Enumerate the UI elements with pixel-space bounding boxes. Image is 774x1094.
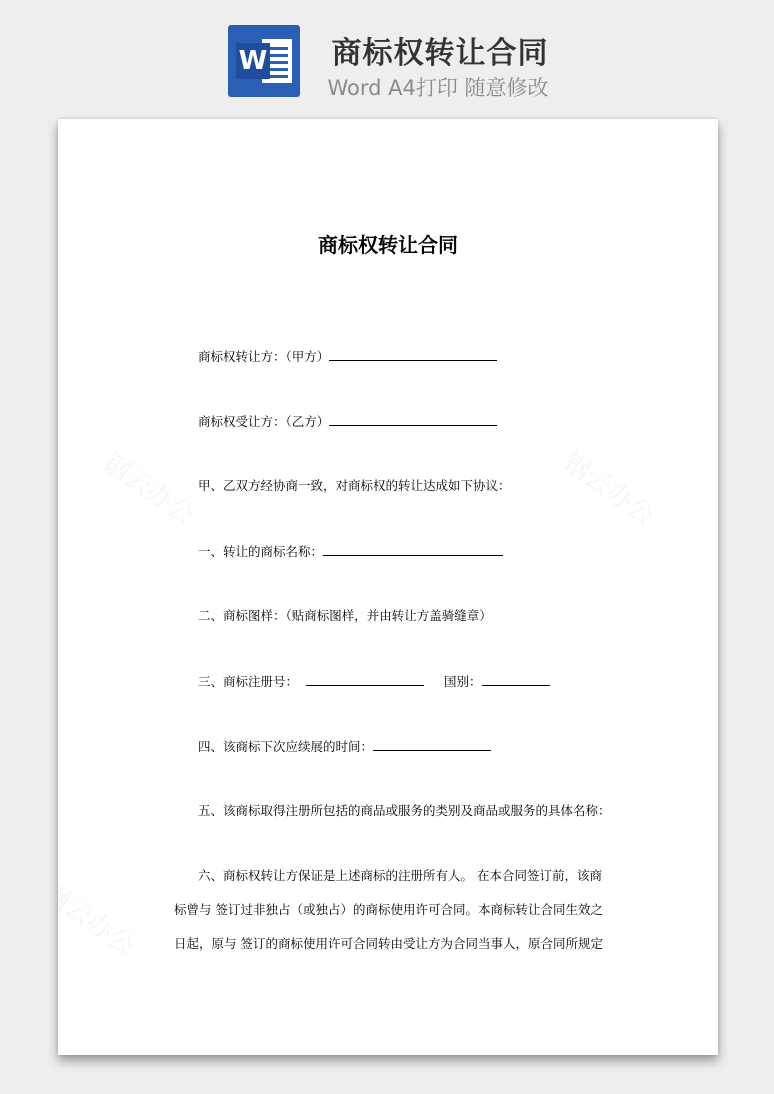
item6-line1: 六、商标权转让方保证是上述商标的注册所有人。 在本合同签订前，该商 — [198, 868, 602, 883]
registration-number-blank[interactable] — [306, 673, 424, 686]
transferor-blank[interactable] — [329, 348, 497, 361]
item4-line — [198, 738, 491, 755]
banner — [0, 0, 774, 110]
item3-line — [198, 673, 550, 690]
item6-line2: 标曾与 签订过非独占（或独占）的商标使用许可合同。本商标转让合同生效之 — [174, 902, 603, 917]
word-letter: W — [236, 43, 270, 79]
item4-label: 四、该商标下次应续展的时间： — [198, 739, 374, 754]
banner-title: 商标权转让合同 — [331, 36, 549, 71]
item3-label: 三、商标注册号： — [198, 674, 299, 689]
item2-text: 二、商标图样：（贴商标图样，并由转让方盖骑缝章） — [198, 608, 492, 623]
document-page — [58, 119, 718, 1055]
item1-line — [198, 543, 503, 560]
item6-line3: 日起，原与 签订的商标使用许可合同转由受让方为合同当事人，原合同所规定 — [174, 936, 603, 951]
trademark-name-blank[interactable] — [323, 543, 503, 556]
document-title: 商标权转让合同 — [318, 233, 458, 257]
intro-text: 甲、乙双方经协商一致，对商标权的转让达成如下协议： — [198, 478, 511, 493]
item1-label: 一、转让的商标名称： — [198, 544, 324, 559]
watermark — [557, 443, 663, 533]
transferee-label: 商标权受让方：（乙方） — [198, 414, 330, 429]
transferor-label: 商标权转让方：（甲方） — [198, 349, 330, 364]
word-icon — [228, 25, 300, 97]
transferee-blank[interactable] — [329, 413, 497, 426]
watermark — [58, 873, 143, 963]
watermark — [97, 443, 203, 533]
banner-subtitle: Word A4打印 随意修改 — [327, 76, 549, 100]
item5-text: 五、该商标取得注册所包括的商品或服务的类别及商品或服务的具体名称： — [198, 803, 611, 818]
country-blank[interactable] — [482, 673, 550, 686]
renewal-date-blank[interactable] — [373, 738, 491, 751]
country-label: 国别： — [444, 674, 482, 689]
transferor-line — [198, 348, 497, 365]
transferee-line — [198, 413, 497, 430]
